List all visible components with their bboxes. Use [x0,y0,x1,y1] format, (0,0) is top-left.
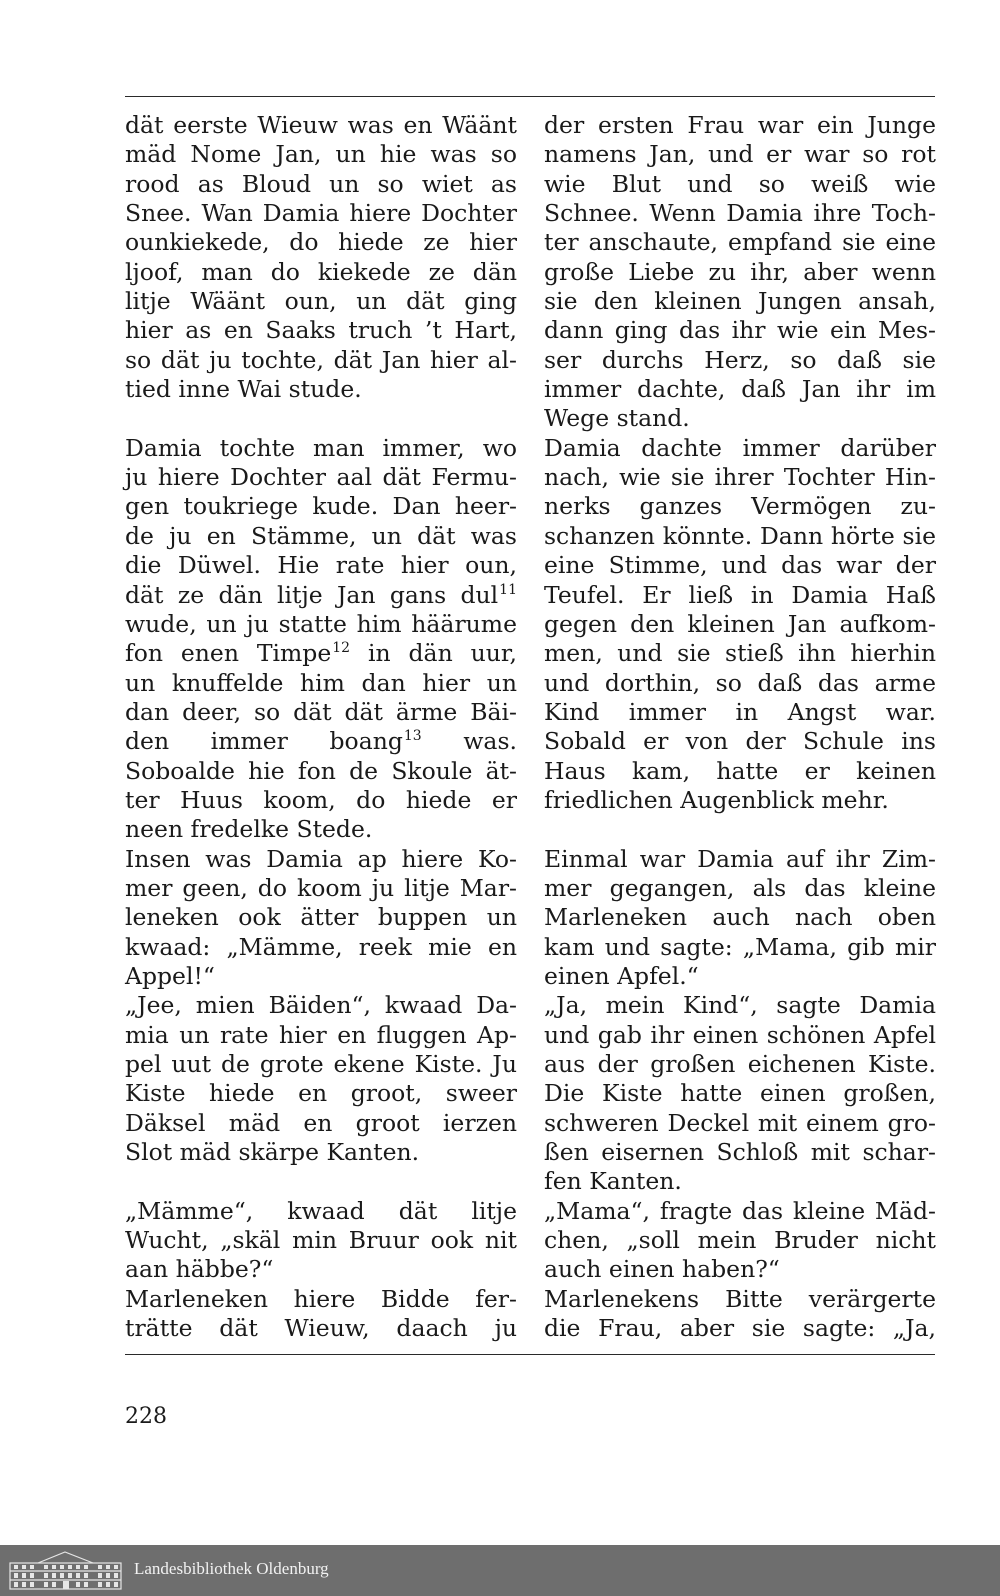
high-german-text-line [544,757,936,786]
low-german-text-line [125,199,517,228]
footnote-marker: 13 [403,728,422,745]
low-german-text-line [125,1050,517,1079]
high-german-text-line [544,1138,936,1167]
low-german-text-line [125,463,517,492]
line-text: pel uut de grote ekene Kiste. Ju [125,1050,517,1078]
line-text: Däksel mäd en groot ierzen [125,1108,517,1137]
blank-line [125,404,517,433]
left-column-low-german [125,111,517,1343]
footnote-marker: 11 [499,581,517,598]
line-text-tail: in dän uur, [350,639,517,668]
high-german-text-line [544,316,936,345]
high-german-text-line [544,903,936,932]
low-german-text-line [125,669,517,698]
line-text: chen, „soll mein Bruder nicht [544,1226,936,1255]
high-german-text-line [544,551,936,580]
line-text: fon enen Timpe [125,639,332,668]
line-text: einen Apfel.“ [544,961,699,990]
high-german-text-line [544,786,936,815]
low-german-text-line [125,170,517,199]
low-german-text-line [125,346,517,375]
low-german-text-line [125,287,517,316]
line-text: auch einen haben?“ [544,1255,780,1284]
low-german-text-line [125,903,517,932]
line-text: Damia dachte immer darüber [544,433,936,462]
high-german-text-line [544,522,936,551]
line-text: tied inne Wai stude. [125,375,362,404]
line-text: gen toukriege kude. Dan heer- [125,492,517,521]
high-german-text-line [544,845,936,874]
line-text: kam und sagte: „Mama, gib mir [544,932,936,961]
line-text: de ju en Stämme, un dät was [125,521,517,550]
high-german-text-line [544,1167,936,1196]
low-german-text-line [125,727,517,756]
line-text: aan häbbe?“ [125,1255,274,1284]
line-text: dät eerste Wieuw was en Wäänt [125,111,517,139]
low-german-text-line [125,1109,517,1138]
line-text: hier as en Saaks truch ’t Hart, [125,316,517,345]
low-german-text-line [125,933,517,962]
line-text: Slot mäd skärpe Kanten. [125,1138,420,1167]
high-german-text-line [544,1314,936,1343]
low-german-text-line [125,698,517,727]
line-text: rood as Bloud un so wiet as [125,169,517,198]
line-text: kwaad: „Mämme, reek mie en [125,932,517,961]
high-german-text-line [544,581,936,610]
low-german-text-line [125,962,517,991]
high-german-text-line [544,228,936,257]
line-text: und dorthin, so daß das arme [544,668,936,697]
line-text: immer dachte, daß Jan ihr im [544,375,936,404]
line-text: große Liebe zu ihr, aber wenn [544,257,936,286]
line-text: schweren Deckel mit einem gro- [544,1108,936,1137]
line-text: wie Blut und so weiß wie [544,169,936,198]
library-name: Landesbibliothek Oldenburg [134,1559,329,1578]
line-text: un knuffelde him dan hier un [125,668,517,697]
line-text: mer gegangen, als das kleine [544,873,936,902]
line-text: neen fredelke Stede. [125,815,373,844]
line-text: gegen den kleinen Jan aufkom- [544,609,936,638]
low-german-text-line [125,1226,517,1255]
line-text: Schnee. Wenn Damia ihre Toch- [544,199,936,228]
high-german-text-line [544,434,936,463]
low-german-text-line [125,522,517,551]
high-german-text-line [544,170,936,199]
line-text: die Düwel. Hie rate hier oun, [125,551,517,580]
high-german-text-line [544,874,936,903]
low-german-text-line [125,492,517,521]
line-text: aus der großen eichenen Kiste. [544,1050,936,1078]
high-german-text-line [544,140,936,169]
high-german-text-line [544,111,936,140]
line-text: „Jee, mien Bäiden“, kwaad Da- [125,991,517,1020]
high-german-text-line [544,1255,936,1284]
low-german-text-line [125,991,517,1020]
low-german-text-line [125,1021,517,1050]
low-german-text-line [125,874,517,903]
high-german-text-line [544,962,936,991]
high-german-text-line [544,1079,936,1108]
line-text: eine Stimme, und das war der [544,551,936,580]
line-text: nach, wie sie ihrer Tochter Hin- [544,463,936,492]
line-text: mäd Nome Jan, un hie was so [125,140,517,169]
line-text: Appel!“ [125,961,215,990]
line-text: Einmal war Damia auf ihr Zim- [544,844,936,873]
line-text: der ersten Frau war ein Junge [544,111,936,139]
line-text: die Frau, aber sie sagte: „Ja, [544,1314,936,1343]
low-german-text-line [125,1079,517,1108]
line-text: „Mämme“, kwaad dät litje [125,1196,517,1225]
bottom-rule [125,1354,935,1355]
line-text: Die Kiste hatte einen großen, [544,1079,936,1108]
high-german-text-line [544,669,936,698]
high-german-text-line [544,610,936,639]
line-text: Teufel. Er ließ in Damia Haß [544,580,936,609]
low-german-text-line [125,316,517,345]
line-text: dät ze dän litje Jan gans dul [125,580,499,609]
high-german-text-line [544,1226,936,1255]
line-text: so dät ju tochte, dät Jan hier al- [125,345,517,374]
low-german-text-line [125,228,517,257]
line-text: Kiste hiede en groot, sweer [125,1079,517,1108]
low-german-text-line [125,434,517,463]
high-german-text-line [544,375,936,404]
low-german-text-line [125,845,517,874]
line-text: Damia tochte man immer, wo [125,433,517,462]
low-german-text-line [125,815,517,844]
line-text: nerks ganzes Vermögen zu- [544,492,936,521]
line-text: Sobald er von der Schule ins [544,727,936,756]
low-german-text-line [125,375,517,404]
low-german-text-line [125,551,517,580]
footnote-marker: 12 [332,640,351,657]
line-text: Kind immer in Angst war. [544,697,936,726]
line-text: Snee. Wan Damia hiere Dochter [125,199,517,228]
low-german-text-line [125,111,517,140]
line-text: Insen was Damia ap hiere Ko- [125,844,517,873]
line-text: den immer boang [125,727,403,756]
high-german-text-line [544,346,936,375]
line-text: Wege stand. [544,404,690,433]
high-german-text-line [544,933,936,962]
line-text: Marleneken hiere Bidde fer- [125,1284,517,1313]
line-text: mer geen, do koom ju litje Mar- [125,873,517,902]
line-text: men, und sie stieß ihn hierhin [544,639,936,668]
line-text: schanzen könnte. Dann hörte sie [544,521,936,550]
low-german-text-line [125,786,517,815]
line-text: Marleneken auch nach oben [544,903,936,932]
high-german-text-line [544,492,936,521]
low-german-text-line [125,581,517,610]
high-german-text-line [544,287,936,316]
low-german-text-line [125,1314,517,1343]
line-text: ter anschaute, empfand sie eine [544,228,936,257]
line-text: Wucht, „skäl min Bruur ook nit [125,1226,517,1255]
right-column-high-german [544,111,936,1343]
high-german-text-line [544,463,936,492]
line-text-tail: was. [421,727,517,756]
line-text: dann ging das ihr wie ein Mes- [544,316,936,345]
low-german-text-line [125,757,517,786]
library-building-icon [8,1549,123,1591]
line-text: ju hiere Dochter aal dät Fermu- [125,463,517,492]
line-text: friedlichen Augenblick mehr. [544,785,889,814]
low-german-text-line [125,639,517,668]
high-german-text-line [544,698,936,727]
high-german-text-line [544,404,936,433]
line-text: Soboalde hie fon de Skoule ät- [125,756,517,785]
high-german-text-line [544,199,936,228]
high-german-text-line [544,258,936,287]
line-text: litje Wäänt oun, un dät ging [125,287,517,316]
line-text: sie den kleinen Jungen ansah, [544,287,936,316]
line-text: namens Jan, und er war so rot [544,140,936,169]
low-german-text-line [125,1197,517,1226]
top-rule [125,96,935,97]
line-text: ter Huus koom, do hiede er [125,785,517,814]
high-german-text-line [544,1197,936,1226]
line-text: ljoof, man do kiekede ze dän [125,257,517,286]
line-text: leneken ook ätter buppen un [125,903,517,932]
high-german-text-line [544,1285,936,1314]
low-german-text-line [125,258,517,287]
high-german-text-line [544,1109,936,1138]
low-german-text-line [125,140,517,169]
line-text: ßen eisernen Schloß mit schar- [544,1138,936,1167]
line-text: Marlenekens Bitte verärgerte [544,1284,936,1313]
line-text: fen Kanten. [544,1167,682,1196]
blank-line [544,815,936,844]
footer-bar [0,1545,1000,1596]
line-text: dan deer, so dät dät ärme Bäi- [125,697,517,726]
blank-line [125,1167,517,1196]
high-german-text-line [544,1050,936,1079]
line-text: Haus kam, hatte er keinen [544,756,936,785]
high-german-text-line [544,991,936,1020]
high-german-text-line [544,727,936,756]
line-text: ser durchs Herz, so daß sie [544,345,936,374]
line-text: und gab ihr einen schönen Apfel [544,1020,936,1049]
line-text: wude, un ju statte him häärume [125,609,517,638]
low-german-text-line [125,1255,517,1284]
high-german-text-line [544,639,936,668]
line-text: trätte dät Wieuw, daach ju [125,1314,517,1343]
low-german-text-line [125,1285,517,1314]
low-german-text-line [125,1138,517,1167]
line-text: ounkiekede, do hiede ze hier [125,228,517,257]
low-german-text-line [125,610,517,639]
line-text: „Mama“, fragte das kleine Mäd- [544,1196,936,1225]
high-german-text-line [544,1021,936,1050]
page-number: 228 [125,1404,167,1429]
line-text: „Ja, mein Kind“, sagte Damia [544,991,936,1020]
line-text: mia un rate hier en fluggen Ap- [125,1020,517,1049]
